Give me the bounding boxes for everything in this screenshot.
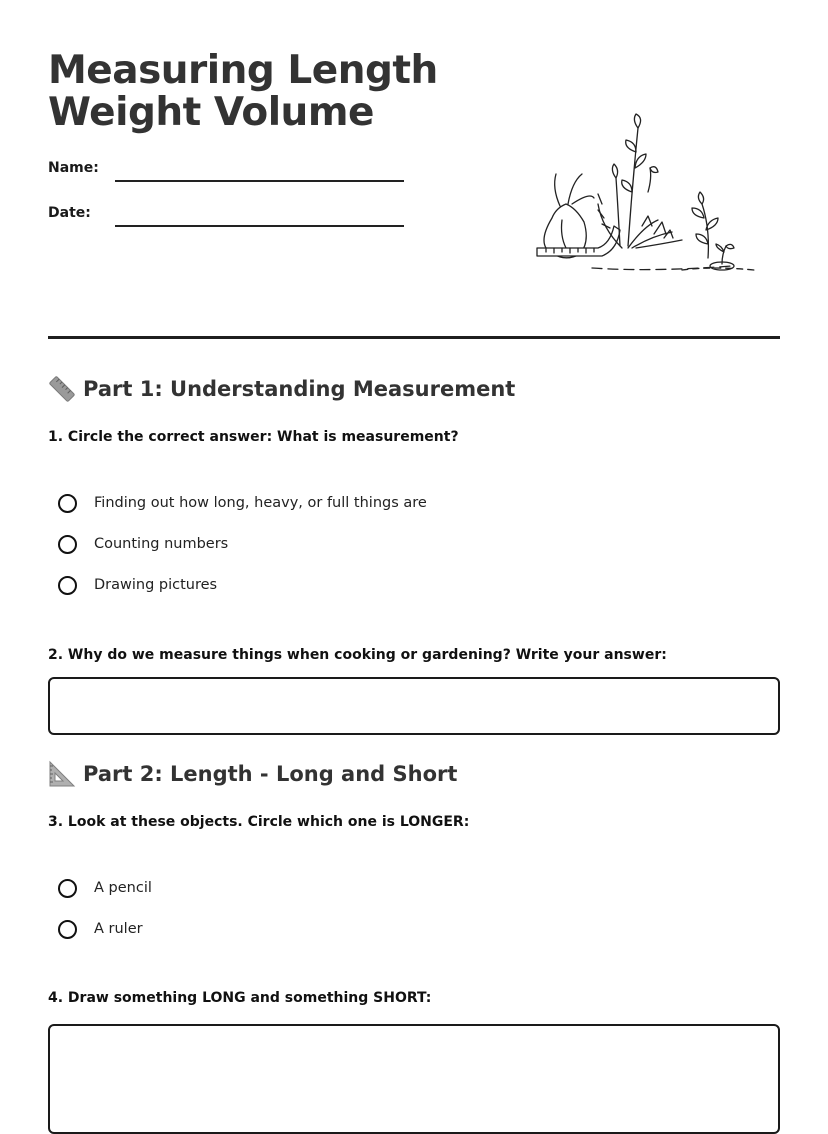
section-divider xyxy=(48,336,780,339)
q1-option-2[interactable] xyxy=(58,531,228,557)
part1-heading xyxy=(48,373,515,405)
question-4: 4. Draw something LONG and something SHORT: xyxy=(48,990,432,1006)
garden-illustration xyxy=(532,108,762,280)
name-field[interactable] xyxy=(48,160,408,190)
q1-option-1[interactable] xyxy=(58,490,427,516)
question-3: 3. Look at these objects. Circle which one is LONGER: xyxy=(48,814,470,830)
worksheet-page xyxy=(48,0,780,1118)
option-label: Counting numbers xyxy=(94,536,229,552)
part1-title: Part 1: Understanding Measurement xyxy=(83,377,516,401)
ruler-icon xyxy=(48,375,76,403)
q1-option-3[interactable] xyxy=(58,572,217,598)
date-label: Date: xyxy=(48,205,91,221)
radio-circle[interactable] xyxy=(58,879,77,898)
part2-heading xyxy=(48,758,457,790)
question-1: 1. Circle the correct answer: What is measurement? xyxy=(48,429,459,445)
radio-circle[interactable] xyxy=(58,920,77,939)
triangle-ruler-icon xyxy=(48,760,76,788)
title-line-1: Measuring Length xyxy=(48,48,438,93)
date-field[interactable] xyxy=(48,205,408,235)
q2-answer-box[interactable] xyxy=(48,677,780,735)
option-label: A pencil xyxy=(94,880,152,896)
radio-circle[interactable] xyxy=(58,535,77,554)
radio-circle[interactable] xyxy=(58,576,77,595)
option-label: A ruler xyxy=(94,921,143,937)
date-line[interactable] xyxy=(115,225,404,227)
name-line[interactable] xyxy=(115,180,404,182)
option-label: Drawing pictures xyxy=(94,577,218,593)
page-title xyxy=(48,50,438,134)
title-line-2: Weight Volume xyxy=(48,90,374,135)
part2-title: Part 2: Length - Long and Short xyxy=(83,762,458,786)
q3-option-2[interactable] xyxy=(58,916,143,942)
option-label: Finding out how long, heavy, or full things are xyxy=(94,495,427,511)
name-label: Name: xyxy=(48,160,99,176)
q3-option-1[interactable] xyxy=(58,875,152,901)
radio-circle[interactable] xyxy=(58,494,77,513)
question-2: 2. Why do we measure things when cooking or gardening? Write your answer: xyxy=(48,647,667,663)
